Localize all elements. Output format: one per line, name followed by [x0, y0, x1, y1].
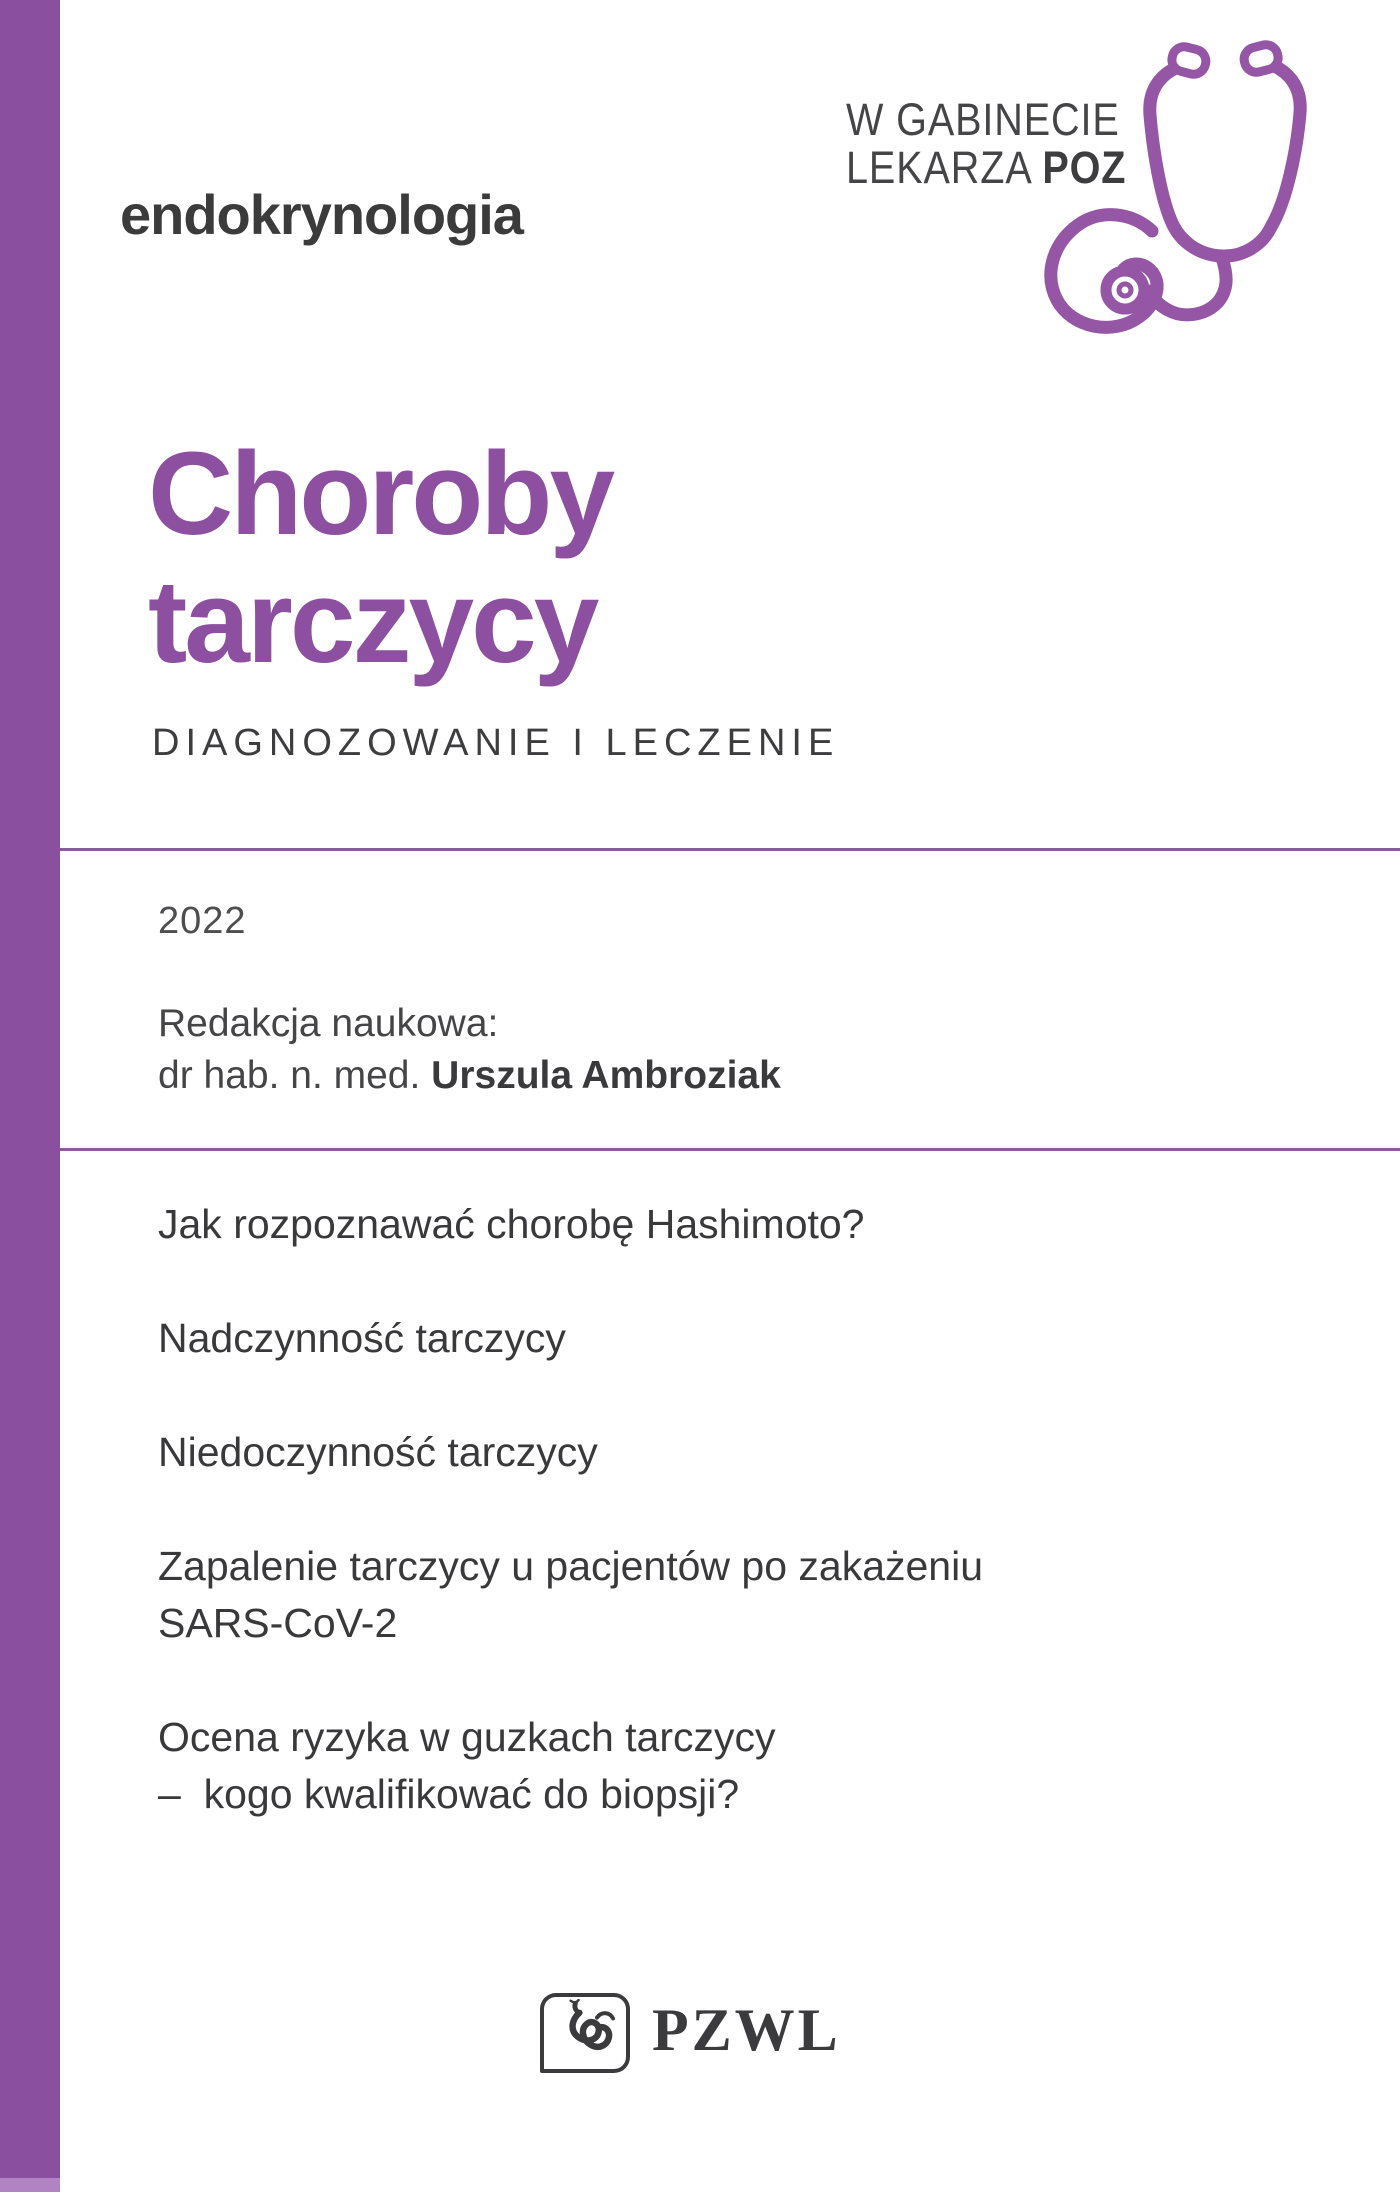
- editors-label: Redakcja naukowa:: [158, 1002, 499, 1045]
- topic-line: Niedoczynność tarczycy: [158, 1429, 598, 1475]
- topic-item: [158, 1424, 983, 1481]
- topic-line: Nadczynność tarczycy: [158, 1315, 566, 1361]
- series-label: endokrynologia: [120, 183, 523, 246]
- book-subtitle: DIAGNOZOWANIE I LECZENIE: [152, 722, 840, 764]
- topic-line: Ocena ryzyka w guzkach tarczycy: [158, 1714, 776, 1760]
- edition-year: 2022: [158, 900, 247, 942]
- topic-line: – kogo kwalifikować do biopsji?: [158, 1771, 740, 1817]
- book-title-line1: Choroby: [148, 428, 613, 560]
- topic-line: SARS-CoV-2: [158, 1600, 398, 1646]
- publisher-logo-box: [540, 1993, 630, 2073]
- editor-line: [158, 1050, 781, 1102]
- editor-name: Urszula Ambroziak: [431, 1054, 781, 1097]
- divider-top: [60, 848, 1400, 851]
- topic-line: Zapalenie tarczycy u pacjentów po zakażeniu: [158, 1543, 984, 1589]
- badge-line1: W GABINECIE: [846, 94, 1120, 145]
- book-title-line2: tarczycy: [148, 556, 597, 688]
- book-title: [148, 430, 612, 686]
- spine-stripe: [0, 0, 60, 2192]
- editors-block: [158, 998, 781, 1102]
- badge-line2-regular: LEKARZA: [846, 142, 1043, 193]
- publisher-name: PZWL: [652, 1997, 841, 2063]
- aesculapius-snake-icon: [549, 1999, 621, 2065]
- topic-line: Jak rozpoznawać chorobę Hashimoto?: [158, 1201, 865, 1247]
- badge-line2-bold: POZ: [1042, 142, 1127, 193]
- editor-prefix: dr hab. n. med.: [158, 1054, 432, 1097]
- topic-item: [158, 1709, 983, 1823]
- divider-bottom: [60, 1148, 1400, 1151]
- stethoscope-icon: [1020, 18, 1350, 348]
- topics-list: [158, 1196, 983, 1880]
- spine-stripe-accent: [0, 2178, 60, 2192]
- topic-item: [158, 1310, 983, 1367]
- topic-item: [158, 1196, 983, 1253]
- topic-item: [158, 1538, 983, 1652]
